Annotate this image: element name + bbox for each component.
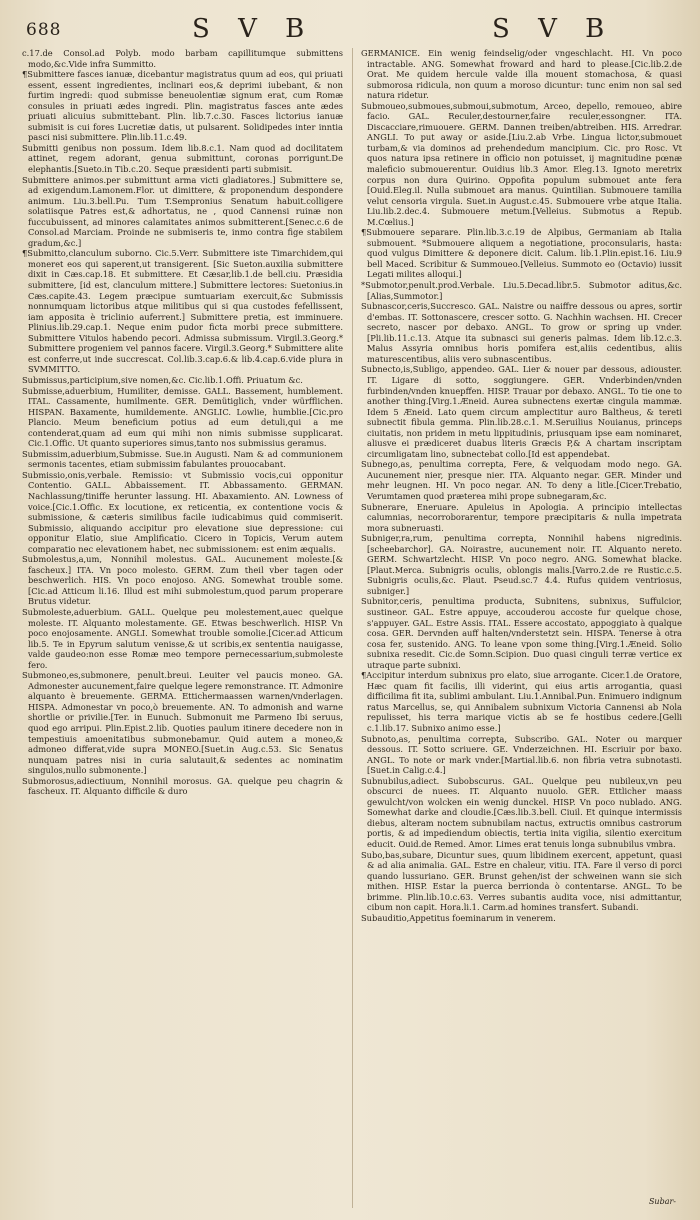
dictionary-entry: ¶Accipitur interdum subnixus pro elato, siue arrogante. Cicer.1.de Oratore, Hæc quam fit facilis, illi viderint, qui eius artis arrogantia, quasi difficilima fit ita, sublimi ambulant. Liu.1.Annibal.Pun. Enimuero indignum ratus Marcellus, se, qui Annibalem subnixum Victoria Cannensi ab Nola repulisset, his terra marique victis ab se fe hostibus cedere.[Gelli c.1.lib.17. Subnixo animo esse.] — [361, 670, 682, 733]
dictionary-entry: Submitti genibus non possum. Idem lib.8.c.1. Nam quod ad docilitatem attinet, regem adorant, genua submittunt, coronas porrigunt.De elephantis.[Sueto.in Tib.c.20. Seque præsidenti parti submisit. — [22, 142, 343, 175]
column-divider — [352, 48, 353, 1208]
running-head-right: S V B — [492, 14, 615, 44]
dictionary-entry: Subnubilus,adiect. Subobscurus. GAL. Quelque peu nubileux,vn peu obscurci de nuees. IT. Alquanto nuuolo. GER. Ettlicher maass gewulcht/von wolcken ein wenig dunckel. HISP. Vn poco nublado. ANG. Somewhat darke and cloudie.[Cæs.lib.3.bell. Ciuil. Et quinque intermissis diebus, alteram noctem subnubilam nactus, extructis omnibus castrorum portis, & ad impediendum obiectis, tertia inita vigilia, silentio exercitum educit. Ouid.de Remed. Amor. Limes erat tenuis longa subnubilus vmbra. — [361, 775, 682, 850]
catchword: Subar- — [648, 1197, 676, 1207]
running-head-left: S V B — [192, 14, 315, 44]
dictionary-entry: Submisse,aduerbium, Humiliter, demisse. GALL. Bassement, humblement. ITAL. Cassamente, humilmente. GER. Demütiglich, vnder würfflichen. HISPAN. Baxamente, humildemente. ANGLIC. Lowlie, humblie.[Cic.pro Plancio. Meum beneficium potius ad eum detuli,qui a me contenderat,quam ad eum qui mihi non nimis submisse supplicarat. Cic.1.Offic. Ut quanto superiores simus,tanto nos submissius geramus. — [22, 385, 343, 449]
dictionary-entry: Subnecto,is,Subligo, appendeo. GAL. Lier & nouer par dessous, adiouster. IT. Ligare di sotto, soggiungere. GER. Vnderbinden/vnden furbinden/vnden knuepffen. HISP. Trauar por debaxo. ANGL. To tie one to another thing.[Virg.1.Æneid. Aurea subnectens exertæ cingula mammæ. Idem 5 Æneid. Lato quem circum amplectitur auro Baltheus, & tereti subnectit fibula gemma. Plin.lib.28.c.1. M.Seruilius Nouianus, princeps ciuitatis, non pridem in metu lippitudinis, priusquam ipse eam nominaret, aliusve ei prædiceret duabus literis Græcis P,& A chartam inscriptam circumligatam lino, subnectebat collo.[Id est appendebat. — [361, 364, 682, 459]
right-column — [361, 48, 682, 1208]
dictionary-entry: Submoueo,submoues,submoui,submotum, Arceo, depello, remoueo, abire facio. GAL. Reculer,destourner,faire reculer,essongner. ITA. Discacciare,rimuouere. GERM. Dannen treiben/abtreiben. HIS. Arredrar. ANGLI. To put away or aside.[Liu.2.ab Vrbe. Lingua lictor,submouet turbam,& via dominos ad prehendedum mancipium. Cic. pro Rosc. Vt quos natura ipsa retinere in officio non potuisset, ij magnitudine pœnæ maleficio submouerentur. Ouidius lib.3 Amor. Eleg.13. Ignoto meretrix corpus non dura Quirino. Oppofita populum submouet ante fera [Ouid.Eleg.il. Nulla submouet ara manus. Quintilian. Submouere tamilia velut censoria virgula. Suet.in August.c.45. Submouere vrbe atque Italia. Liu.lib.2.dec.4. Submouere metum.[Velleius. Submotus a Repub. M.Cœlius.] — [361, 100, 682, 227]
dictionary-entry: Subnoto,as, penultima correpta, Subscribo. GAL. Noter ou marquer dessous. IT. Sotto scriuere. GE. Vnderzeichnen. HI. Escriuir por baxo. ANGL. To note or mark vnder.[Martial.lib.6. non fibria vetra subnotasti.[Suet.in Calig.c.4.] — [361, 733, 682, 776]
dictionary-entry: Subauditio,Appetitus foeminarum in venerem. — [361, 912, 556, 923]
dictionary-entry: Submittere animos.per submittunt arma victi gladiatores.] Submittere se, ad exigendum.Lamonem.Flor. ut dimittere, & proponendum despondere animum. Liu.3.bell.Pu. Tum T.Sempronius Senatum habuit.colligere solatiisque Patres est,& adhortatus, ne , quod Cannensi ruinæ non fuccubuissent, ad minores calamitates animos submitterent.[Senec.c.6 de Consol.ad Marciam. Proinde ne submiseris te, inmo contra fige stabilem gradum,&c.] — [22, 174, 343, 248]
dictionary-entry: Submissio,onis,verbale. Remissio: vt Submissio vocis,cui opponitur Contentio. GALL. Abbaissement. IT. Abbassamento. GERMAN. Nachlassung/tiniffe herunter lassung. HI. Abaxamiento. AN. Lowness of voice.[Cic.1.Offic. Ex locutione, ex reticentia, ex contentione vocis & submissione, & cæteris similibus facile iudicabimus quid commiserit. Submissio, aliquando accipitur pro elevatione siue depressione: cui opponitur Elatio, siue Amplificatio. Cicero in Topicis, Verum autem comparatio nec elevationem habet, nec submissionem: est enim æqualis. — [22, 469, 343, 554]
dictionary-entry: ¶Submittere fasces ianuæ, dicebantur magistratus quum ad eos, qui priuati essent, essent ingredientes, inclinari eos,& deprimi iubebant, & non furtim ingredi: quod submisse beneuolentiæ signum erat, cum Romæ consules in priuati ædes ingredi. Plin. magistratus fasces ante ædes priuati alicuius submittebant. Plin. lib.7.c.30. Fasces lictorius ianuæ submisit is cui fores Lucretiæ datis, ut pulsarent. Solidipedes inter inntia pasci nisi submittere. Plin.lib.11.c.49. — [22, 69, 343, 143]
dictionary-entry: Submorosus,adiectiuum, Nonnihil morosus. GA. quelque peu chagrin & fascheux. IT. Alquanto difficile & duro — [22, 775, 343, 797]
dictionary-entry: Subniger,ra,rum, penultima correpta, Nonnihil habens nigredinis. [scheebarchor]. GA. Noirastre, aucunement noir. IT. Alquanto nereto. GERM. Schwartzlecht. HISP. Vn poco negro. ANG. Somewhat blacke.[Plaut.Merca. Subnigris oculis, oblongis malis.[Varro.2.de re Rustic.c.5. Subnigris oculis,&c. Plaut. Pseud.sc.7 4.4. Rufus quidem ventriosus, subniger.] — [361, 533, 682, 596]
dictionary-entry: Submolestus,a,um, Nonnihil molestus. GAL. Aucunement moleste.[& fascheux.] ITA. Vn poco molesto. GERM. Zum theil vber tagen oder beschwerlich. HIS. Vn poco enojoso. ANG. Somewhat trouble some.[Cic.ad Atticum li.16. Illud est mihi submolestum,quod parum properare Brutus videtur. — [22, 554, 343, 607]
left-column — [22, 48, 343, 1208]
dictionary-entry: ¶Submouere separare. Plin.lib.3.c.19 de Alpibus, Germaniam ab Italia submouent. *Submouere aliquem a negotiatione, proconsularis, hasta: quod vulgus Dimittere & deponere dicit. Calum. lib.1.Plin.epist.16. Liu.9 bell Maced. Scribitur & Summoueo.[Velleius. Summoto eo (Octavio) iussit Legati milites alloqui.] — [361, 227, 682, 280]
dictionary-entry: Subo,bas,subare, Dicuntur sues, quum libidinem exercent, appetunt, quasi & ad alia animalia. GAL. Estre en chaleur, vitiu. ITA. Fare il verso di porci quando lussuriano. GER. Brunst gehen/ist der schweinen wann sie sich mithen. HISP. Estar la puerca berrionda ò contentarse. ANGL. To be brimme. Plin.lib.10.c.63. Verres subantis audita voce, nisi admittantur, cibum non capit. Hora.li.1. Carm.ad homines transfert. Subandi. — [361, 849, 682, 913]
dictionary-entry: Submoneo,es,submonere, penult.breui. Leuiter vel paucis moneo. GA. Admonester aucunement,faire quelque legere remonstrance. IT. Admonire alquanto è breuemente. GERMA. Ettichermaassen warnen/vnderlagen. HISPA. Admonestar vn poco,ò breuemente. AN. To admonish and warne shortlie or privilie.[Ter. in Eunuch. Submonuit me Parmeno Ibi seruus, quod ego arripui. Plin.Epist.2.lib. Quoties paulum itinere decedere non in tempestiuis amoenitatibus submonebamur. Quid autem a moneo,& admoneo differat,vide supra MONEO.[Suet.in Aug.c.53. Sic Senatus nunquam patres nisi in curia salutauit,& sedentes ac nominatim singulos,nullo submonente.] — [22, 670, 343, 776]
dictionary-entry: c.17.de Consol.ad Polyb. modo barbam capillitumque submittens modo,&c.Vide infra Summitto. — [22, 48, 343, 69]
dictionary-entry: Subnego,as, penultima correpta, Fere, & velquodam modo nego. GA. Aucunement nier, presque nier. ITA. Alquanto negar. GER. Minder und mehr leugnen. HI. Vn poco negar. AN. To deny a litle.[Cicer.Trebatio, Verumtamen quod præterea mihi prope subnegaram,&c. — [361, 459, 682, 501]
dictionary-entry: Subnerare, Eneruare. Apuleius in Apologia. A principio intellectas calumnias, necorroborarentur, tempore præcipitaris & nulla impetrata mora subneruasti. — [361, 501, 682, 533]
dictionary-entry: Subnitor,ceris, penultima producta, Subnitens, subnixus, Suffulcior, sustineor. GAL. Estre appuye, accouderou accoste fur quelque chose, s'appuyer. GAL. Estre Assis. ITAL. Essere accostato, appoggiato à qualque cosa. GER. Dervnden auff halten/vnderstetzt sein. HISPA. Tenerse à otra cosa fer, sustenido. ANG. To leane vpon some thing.[Virg.1.Æneid. Solio subnixa resedit. Cic.de Somn.Scipion. Duo quasi cinguli terræ vertice ex utraque parte subnixi. — [361, 596, 682, 670]
dictionary-entry: Submissus,participium,sive nomen,&c. Cic.lib.1.Offi. Priuatum &c. — [22, 374, 303, 385]
page-number: 688 — [26, 20, 62, 40]
dictionary-entry: *Submotor,penult.prod.Verbale. Liu.5.Decad.libr.5. Submotor aditus,&c.[Alias,Summotor.] — [361, 280, 682, 301]
dictionary-entry: Subnascor,ceris,Succresco. GAL. Naistre ou naiffre dessous ou apres, sortir d'embas. IT. Sottonascere, crescer sotto. G. Nachhin wachsen. HI. Crecer secreto, nascer por debaxo. ANGL. To grow or spring up vnder.[Pli.lib.11.c.13. Atque ita subnasci sui generis palmas. Idem lib.12.c.3. Malus Assyria omnibus horis pomifera est,aliis cedentibus, aliis maturescentibus, aliis vero subnascentibus. — [361, 301, 682, 364]
text-columns — [22, 48, 682, 1208]
dictionary-entry: GERMANICE. Ein wenig feindselig/oder vngeschlacht. HI. Vn poco intractable. ANG. Somewhat froward and hard to please.[Cic.lib.2.de Orat. Me quidem hercule valde illa mouent stomachosa, & quasi submorosa ridicula, non quum a moroso dicuntur: tunc enim non sal sed natura ridetur. — [361, 48, 682, 101]
dictionary-entry: ¶Submitto,clanculum suborno. Cic.5.Verr. Submittere iste Timarchidem,qui moneret eos qui saperent,ut transigerent. [Sic Sueton.auxilia submittere dixit in Cæs.cap.18. Et submittere. Et Cæsar,lib.1.de bell.ciu. Præsidia submittere, [id est, clanculum mittere.] Submittere lectores: Suetonius.in Cæs.capite.43. Legem præcipue sumtuariam exercuit,&c Submissis nonnumquam lictoribus atque militibus qui si qua custodes fefellissent, iam apposita è triclinio auferrent.] Submittere pretia, est imminuere. Plinius.lib.29.cap.1. Neque enim pudor ficta morbi prece submittere. Submittere Vitulos habendo pecori. Admissa submissum. Virgil.3.Georg.* Submittere progeniem vel pannos facere. Virgil.3.Georg.* Submittere alite est conferre,ut inde succrescat. Col.lib.3.cap.6.& lib.4.cap.6.vide plura in SVMMITTO. — [22, 248, 343, 375]
dictionary-entry: Submissim,aduerbium,Submisse. Sue.in Augusti. Nam & ad communionem sermonis tacentes, etiam submissim fabulantes prouocabant. — [22, 448, 343, 470]
dictionary-entry: Submoleste,aduerbium. GALL. Quelque peu molestement,auec quelque moleste. IT. Alquanto molestamente. GE. Etwas beschwerlich. HISP. Vn poco enojosamente. ANGLI. Somewhat trouble somolie.[Cicer.ad Atticum lib.5. Te in Epyrum salutum venisse,& ut scribis,ex sententia nauigasse, valde gaudeo:non esse Romæ meo tempore pernecessarium,submoleste fero. — [22, 606, 343, 670]
page-header — [22, 14, 682, 48]
